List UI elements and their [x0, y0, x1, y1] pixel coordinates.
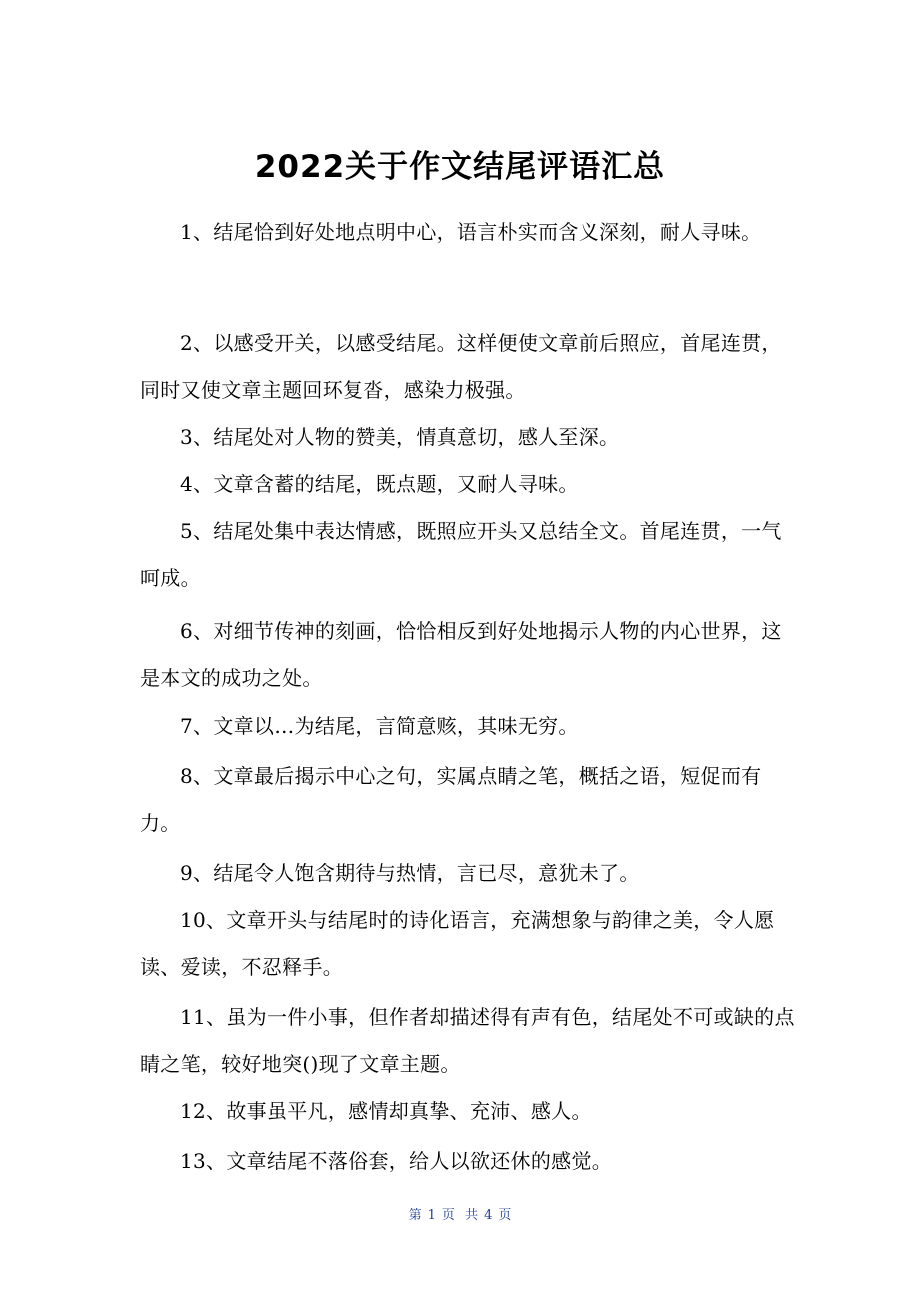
document-title: 2022关于作文结尾评语汇总 — [254, 149, 666, 185]
page-footer — [0, 1206, 920, 1226]
paragraph-11: 11、虽为一件小事，但作者却描述得有声有色，结尾处不可或缺的点睛之笔，较好地突()现了文章主题。 — [140, 1005, 795, 1076]
paragraph-7: 7、文章以…为结尾，言简意赅，其味无穷。 — [180, 714, 579, 738]
paragraph-8: 8、文章最后揭示中心之句，实属点睛之笔，概括之语，短促而有力。 — [140, 764, 762, 835]
footer-middle: 页 共 — [441, 1208, 479, 1223]
paragraph-13: 13、文章结尾不落俗套，给人以欲还休的感觉。 — [180, 1149, 613, 1173]
paragraph-6: 6、对细节传神的刻画，恰恰相反到好处地揭示人物的内心世界，这是本文的成功之处。 — [140, 619, 782, 690]
footer-suffix: 页 — [498, 1208, 512, 1223]
paragraph-4: 4、文章含蓄的结尾，既点题，又耐人寻味。 — [180, 472, 579, 496]
paragraph-5: 5、结尾处集中表达情感，既照应开头又总结全文。首尾连贯，一气呵成。 — [140, 519, 782, 590]
footer-current-page: 1 — [427, 1208, 436, 1223]
paragraph-10: 10、文章开头与结尾时的诗化语言，充满想象与韵律之美，令人愿读、爱读，不忍释手。 — [140, 908, 775, 979]
paragraph-12: 12、故事虽平凡，感情却真挚、充沛、感人。 — [180, 1099, 592, 1123]
paragraph-3: 3、结尾处对人物的赞美，情真意切，感人至深。 — [180, 425, 620, 449]
paragraph-1: 1、结尾恰到好处地点明中心，语言朴实而含义深刻，耐人寻味。 — [180, 220, 762, 244]
footer-prefix: 第 — [408, 1208, 422, 1223]
paragraph-2: 2、以感受开关，以感受结尾。这样便使文章前后照应，首尾连贯，同时又使文章主题回环复沓，感染力极强。 — [140, 331, 782, 402]
paragraph-9: 9、结尾令人饱含期待与热情，言已尽，意犹未了。 — [180, 861, 640, 885]
footer-total-pages: 4 — [484, 1208, 493, 1223]
